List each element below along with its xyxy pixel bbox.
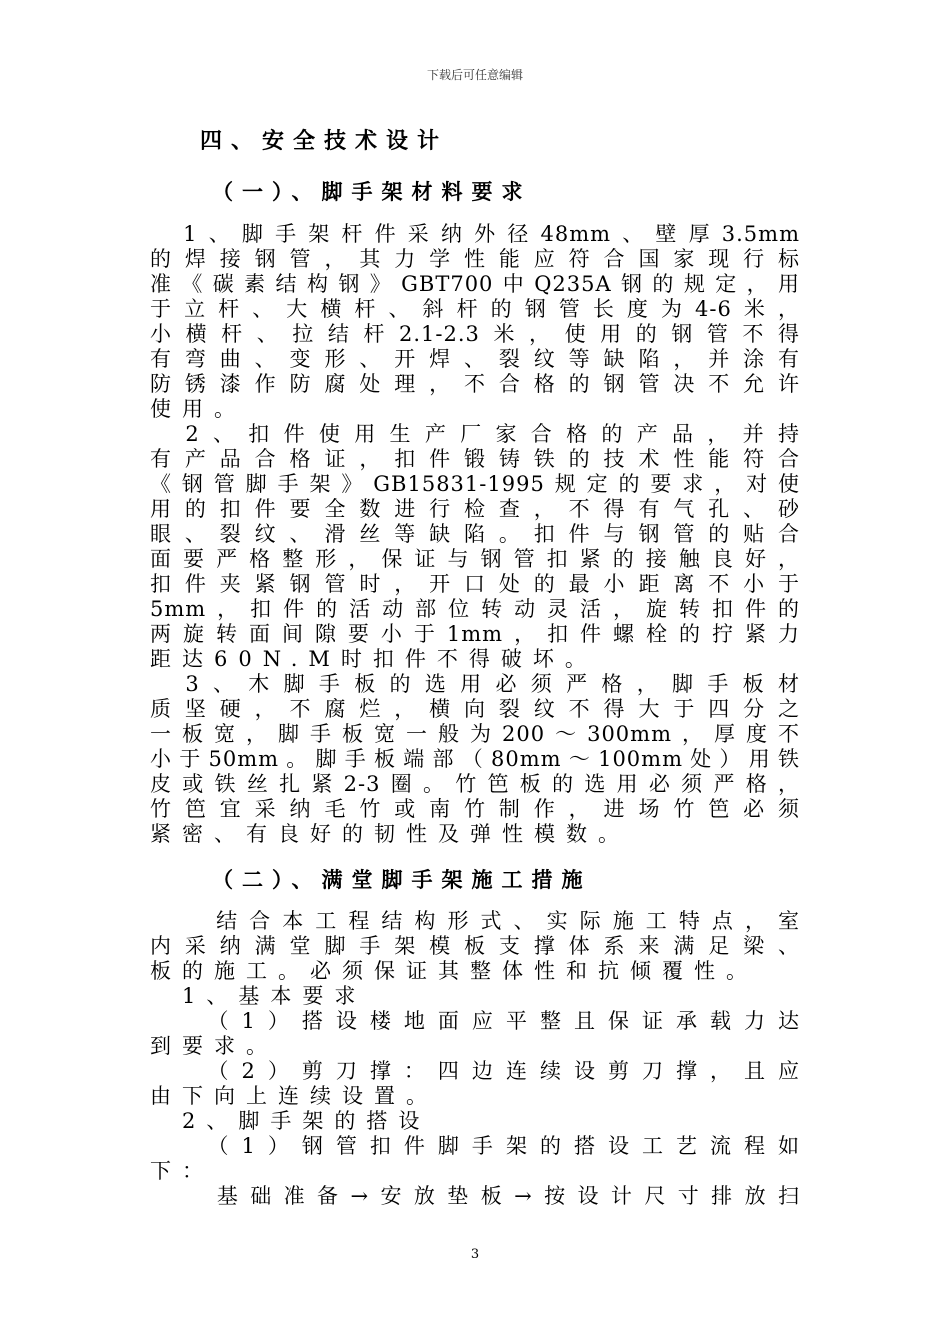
text-line: 的焊接钢管，其力学性能应符合国家现行标 xyxy=(150,247,800,271)
text-line: 有弯曲、变形、开焊、裂纹等缺陷，并涂有 xyxy=(150,347,800,371)
text-line: 一板宽，脚手板宽一般为200～300mm，厚度不 xyxy=(150,722,800,746)
text-line: 到要求。 xyxy=(150,1034,278,1058)
subsection-title-1: （一）、脚手架材料要求 xyxy=(212,179,532,204)
text-line: 质坚硬，不腐烂，横向裂纹不得大于四分之 xyxy=(150,697,800,721)
text-line: 1、脚手架杆件采纳外径48mm、壁厚3.5mm xyxy=(150,222,800,246)
text-line: （1）搭设楼地面应平整且保证承载力达 xyxy=(150,1009,800,1033)
subsection-title-2: （二）、满堂脚手架施工措施 xyxy=(212,867,592,892)
text-line: （1）钢管扣件脚手架的搭设工艺流程如 xyxy=(150,1134,800,1158)
section-heading: 四、安全技术设计 xyxy=(200,128,449,154)
text-line: 两旋转面间隙要小于1mm，扣件螺栓的拧紧力 xyxy=(150,622,800,646)
text-line: （2）剪刀撑：四边连续设剪刀撑，且应 xyxy=(150,1059,800,1083)
text-line: 扣件夹紧钢管时，开口处的最小距离不小于 xyxy=(150,572,800,596)
text-line: 5mm，扣件的活动部位转动灵活，旋转扣件的 xyxy=(150,597,800,621)
text-line: 《钢管脚手架》GB15831-1995规定的要求，对使 xyxy=(150,472,800,496)
text-line: 准《碳素结构钢》GBT700中Q235A钢的规定，用 xyxy=(150,272,800,296)
text-line: 下： xyxy=(150,1159,214,1183)
text-line: 于立杆、大横杆、斜杆的钢管长度为4-6米， xyxy=(150,297,800,321)
text-line: 眼、裂纹、滑丝等缺陷。扣件与钢管的贴合 xyxy=(150,522,800,546)
text-line: 结合本工程结构形式、实际施工特点，室 xyxy=(150,909,800,933)
text-line: 板的施工。必须保证其整体性和抗倾覆性。 xyxy=(150,959,758,983)
text-line: 有产品合格证，扣件锻铸铁的技术性能符合 xyxy=(150,447,800,471)
text-line: 小于50mm。脚手板端部（80mm～100mm处）用铁 xyxy=(150,747,800,771)
text-line: 内采纳满堂脚手架模板支撑体系来满足梁、 xyxy=(150,934,800,958)
text-line: 使用。 xyxy=(150,397,246,421)
text-line: 2、扣件使用生产厂家合格的产品，并持 xyxy=(150,422,800,446)
text-line: 用的扣件要全数进行检查，不得有气孔、砂 xyxy=(150,497,800,521)
page-number: 3 xyxy=(470,1247,480,1262)
text-line: 基础准备→安放垫板→按设计尺寸排放扫 xyxy=(150,1184,800,1208)
text-line: 1、基本要求 xyxy=(150,984,367,1008)
text-line: 2、脚手架的搭设 xyxy=(150,1109,431,1133)
text-line: 竹笆宜采纳毛竹或南竹制作，进场竹笆必须 xyxy=(150,797,800,821)
text-line: 防锈漆作防腐处理，不合格的钢管决不允许 xyxy=(150,372,800,396)
text-line: 由下向上连续设置。 xyxy=(150,1084,438,1108)
text-line: 面要严格整形，保证与钢管扣紧的接触良好， xyxy=(150,547,800,571)
text-line: 3、木脚手板的选用必须严格，脚手板材 xyxy=(150,672,800,696)
text-line: 紧密、有良好的韧性及弹性模数。 xyxy=(150,822,630,846)
text-line: 皮或铁丝扎紧2-3圈。竹笆板的选用必须严格， xyxy=(150,772,800,796)
text-line: 距达60N.M时扣件不得破坏。 xyxy=(150,647,597,671)
text-line: 小横杆、拉结杆2.1-2.3米，使用的钢管不得 xyxy=(150,322,800,346)
page-header: 下载后可任意编辑 xyxy=(426,68,523,82)
